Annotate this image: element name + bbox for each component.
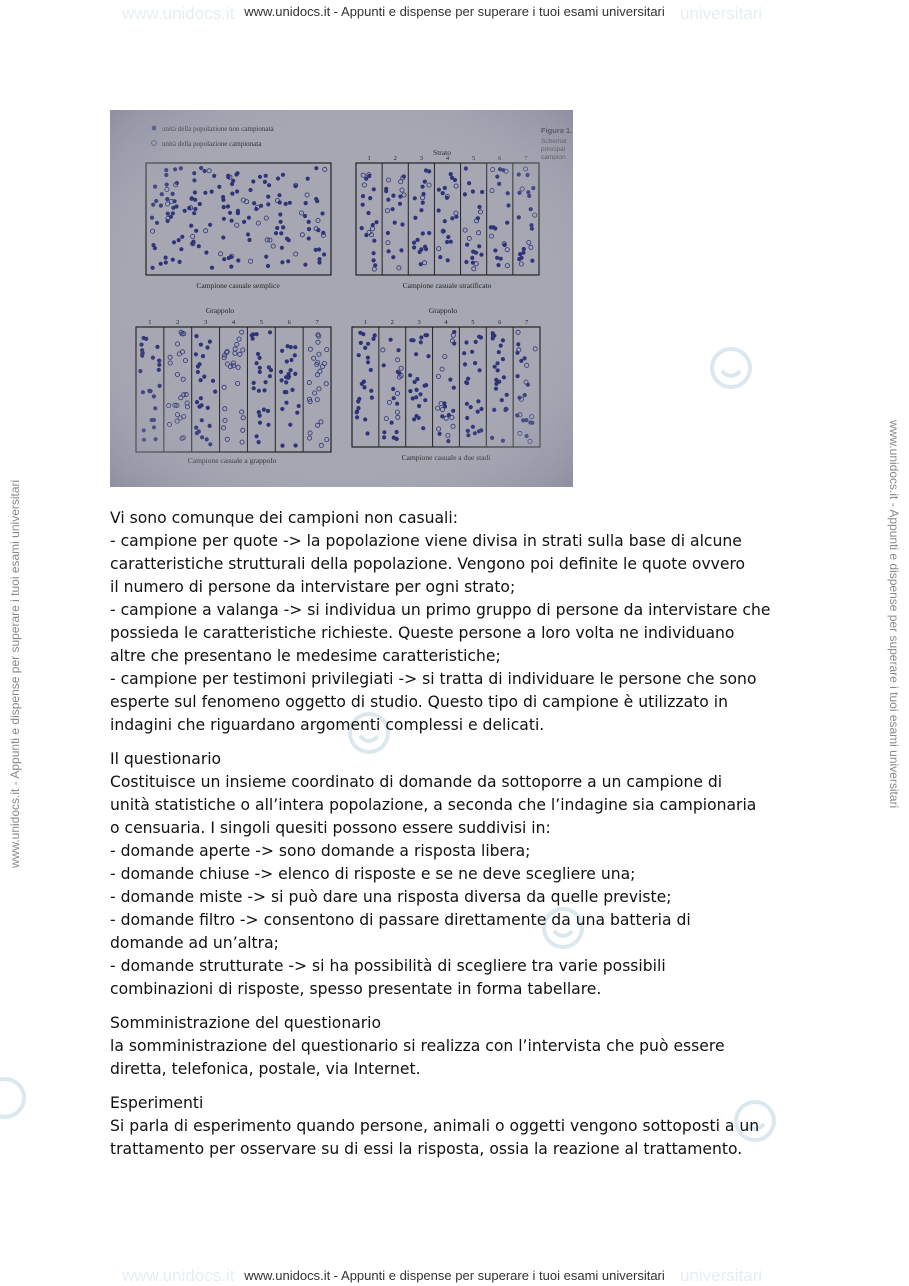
text-line: il numero di persone da intervistare per ogni strato; (110, 578, 516, 596)
text-line: la somministrazione del questionario si realizza con l’intervista che può essere (110, 1037, 725, 1055)
text-line: - campione per testimoni privilegiati -> si tratta di individuare le persone che sono (110, 670, 757, 688)
logo-watermark-icon (0, 1075, 30, 1121)
text-line: unità statistiche o all’intera popolazione, a seconda che l’indagine sia campionaria (110, 796, 757, 814)
text-line: Costituisce un insieme coordinato di domande da sottoporre a un campione di (110, 773, 723, 791)
text-line: - domande miste -> si può dare una risposta diversa da quelle previste; (110, 888, 672, 906)
text-line: esperte sul fenomeno oggetto di studio. Questo tipo di campione è utilizzato in (110, 693, 728, 711)
side-watermark-right: www.unidocs.it - Appunti e dispense per superare i tuoi esami universitari (887, 420, 901, 809)
text-line: indagini che riguardano argomenti complessi e delicati. (110, 716, 545, 734)
paragraph-questionnaire (110, 748, 810, 1001)
text-line: trattamento per osservare su di essi la risposta, ossia la reazione al trattamento. (110, 1140, 743, 1158)
paragraph-non-random-samples (110, 507, 810, 737)
paragraph-administration (110, 1012, 810, 1081)
text-line: Il questionario (110, 750, 222, 768)
text-line: altre che presentano le medesime caratteristiche; (110, 647, 501, 665)
text-line: Si parla di esperimento quando persone, animali o oggetti vengono sottoposti a un (110, 1117, 760, 1135)
ghost-watermark-left: www.unidocs.it (122, 4, 235, 23)
text-line: - domande strutturate -> si ha possibilità di scegliere tra varie possibili (110, 957, 666, 975)
text-line: Vi sono comunque dei campioni non casuali: (110, 509, 458, 527)
text-line: possieda le caratteristiche richieste. Queste persone a loro volta ne individuano (110, 624, 735, 642)
text-line: combinazioni di risposte, spesso presentate in forma tabellare. (110, 980, 602, 998)
paragraph-experiments (110, 1092, 810, 1161)
text-line: Esperimenti (110, 1094, 204, 1112)
ghost-watermark-right-bottom: universitari (680, 1266, 763, 1285)
ghost-watermark-left-bottom: www.unidocs.it (122, 1266, 235, 1285)
logo-watermark-icon (708, 345, 754, 391)
text-line: o censuaria. I singoli quesiti possono essere suddivisi in: (110, 819, 551, 837)
text-line: Somministrazione del questionario (110, 1014, 382, 1032)
document-body (110, 507, 810, 1172)
side-watermark-left: www.unidocs.it - Appunti e dispense per superare i tuoi esami universitari (8, 479, 22, 868)
text-line: domande ad un’altra; (110, 934, 279, 952)
text-line: caratteristiche strutturali della popolazione. Vengono poi definite le quote ovvero (110, 555, 746, 573)
footer-watermark: www.unidocs.it - Appunti e dispense per superare i tuoi esami universitari (244, 1268, 665, 1283)
text-line: - campione per quote -> la popolazione viene divisa in strati sulla base di alcune (110, 532, 742, 550)
text-line: - domande aperte -> sono domande a risposta libera; (110, 842, 531, 860)
text-line: - campione a valanga -> si individua un primo gruppo di persone da intervistare che (110, 601, 771, 619)
sampling-figure (110, 110, 573, 487)
text-line: - domande filtro -> consentono di passare direttamente da una batteria di (110, 911, 691, 929)
figure-photo (110, 110, 573, 487)
ghost-watermark-right: universitari (680, 4, 763, 23)
header-watermark: www.unidocs.it - Appunti e dispense per superare i tuoi esami universitari (244, 4, 665, 19)
text-line: - domande chiuse -> elenco di risposte e se ne deve scegliere una; (110, 865, 636, 883)
text-line: diretta, telefonica, postale, via Internet. (110, 1060, 421, 1078)
